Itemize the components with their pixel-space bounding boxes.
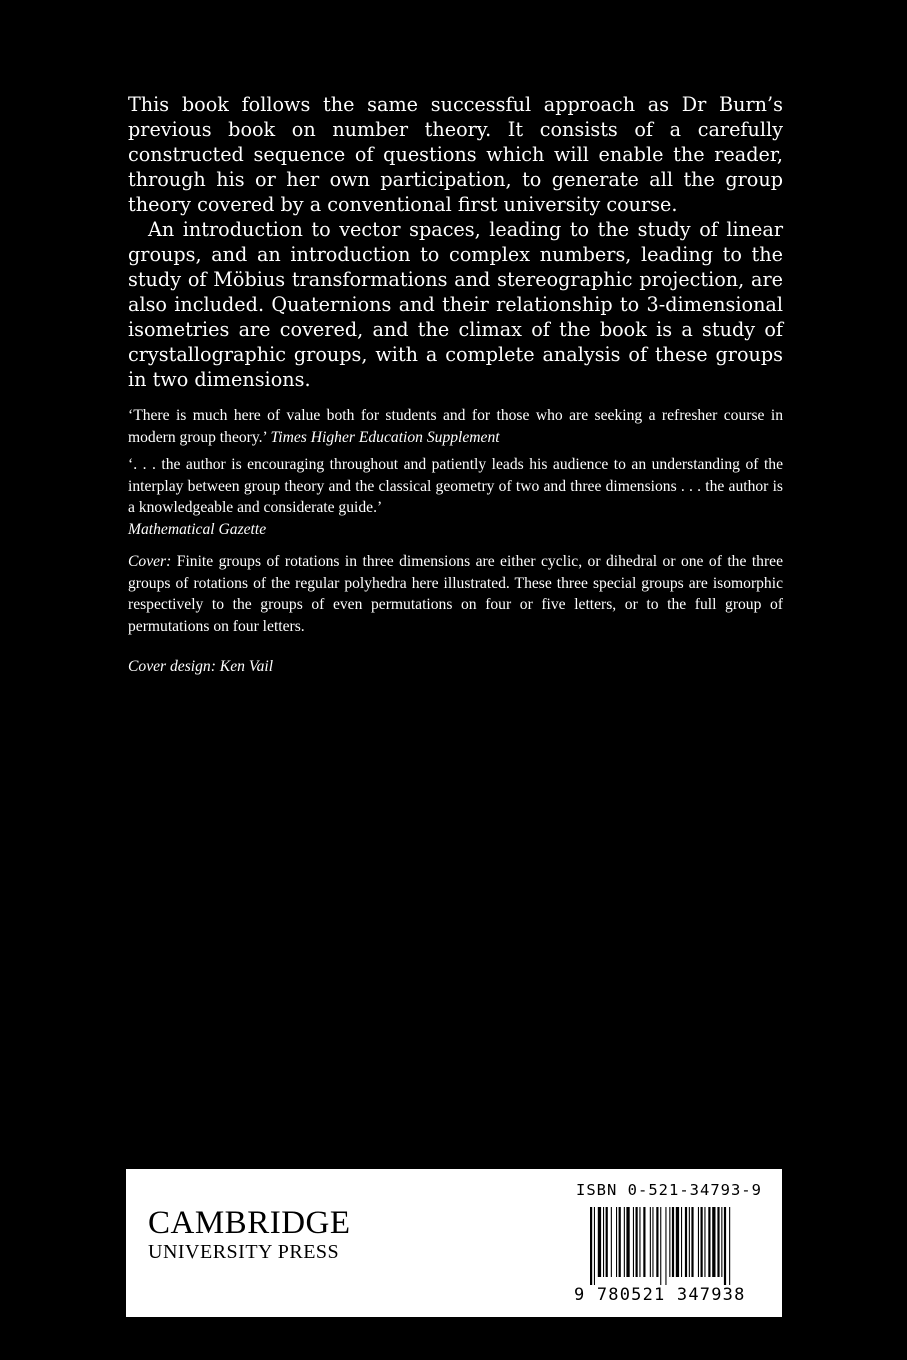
isbn-label: ISBN 0-521-34793-9 [576, 1181, 762, 1199]
blurb-paragraph-2: An introduction to vector spaces, leading to the study of linear groups, and an introduction to complex numbers, leading to the study of Möbius transformations and stereographic projection, are also included. Quaternions and their relationship to 3-dimensional isometries are covered, and the climax of the book is a study of crystallographic groups, with a complete analysis of these groups in two dimensions. [128, 218, 783, 391]
cover-design-credit [128, 656, 783, 678]
cover-design-text: Cover design: Ken Vail [128, 658, 274, 675]
publisher-footer [126, 1169, 782, 1317]
publisher-name: CAMBRIDGE [148, 1205, 351, 1241]
barcode [574, 1207, 772, 1307]
review-source: Times Higher Education Supplement [270, 428, 500, 446]
blurb-paragraph-1: This book follows the same successful approach as Dr Burn’s previous book on number theory. It consists of a carefully constructed sequence of questions which will enable the reader, through his or her own participation, to generate all the group theory covered by a conventional first university course. [128, 93, 783, 216]
review-quote: ‘. . . the author is encouraging throughout and patiently leads his audience to an understanding of the interplay between group theory and the classical geometry of two and three dimensions . . . the author is a knowledgeable and considerate guide.’ [128, 456, 783, 516]
publisher-press: UNIVERSITY PRESS [148, 1241, 340, 1263]
barcode-digits: 9 780521 347938 [574, 1285, 746, 1305]
blurb [128, 92, 783, 392]
review-quote: ‘There is much here of value both for students and for those who are seeking a refresher course in modern group theory.’ [128, 407, 783, 446]
review-source: Mathematical Gazette [128, 520, 267, 538]
cover-note [128, 551, 783, 637]
review-2 [128, 454, 783, 540]
barcode-icon [574, 1207, 772, 1285]
review-1 [128, 405, 783, 448]
publisher-logo [148, 1205, 351, 1263]
cover-note-label: Cover: [128, 553, 172, 570]
cover-note-text: Finite groups of rotations in three dimensions are either cyclic, or dihedral or one of the three groups of rotations of the regular polyhedra here illustrated. These three special groups are isomorphic respectively to the groups of even permutations on four or five letters, or to the full group of permutations on four letters. [128, 553, 783, 635]
